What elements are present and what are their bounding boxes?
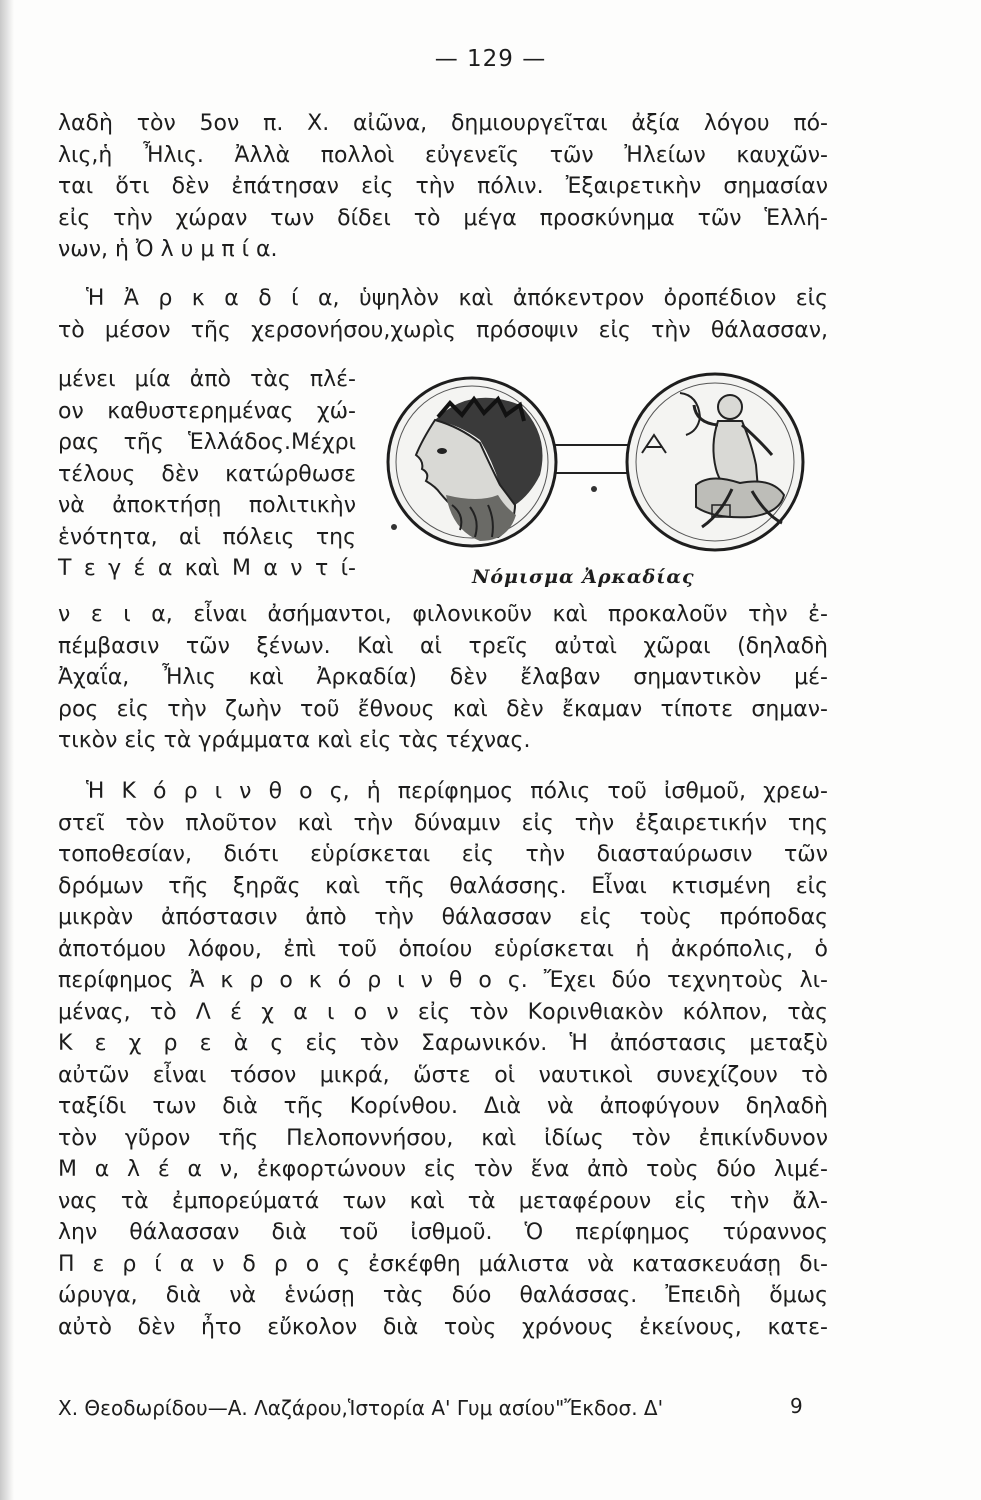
text-line: τοποθεσίαν, διότι εὑρίσκεται εἰς τὴν διασταύρωσιν τῶν — [58, 842, 828, 867]
text-line: νας τὰ ἐμπορεύματά των καὶ τὰ μεταφέρουν εἰς τὴν ἄλ- — [58, 1188, 828, 1214]
text-line: νὰ ἀποκτήσῃ πολιτικὴν — [58, 493, 356, 518]
text-line: ται ὅτι δὲν ἐπάτησαν εἰς τὴν πόλιν. Ἐξαιρετικὴν σημασίαν — [58, 174, 828, 199]
text-line: Ἀχαΐα, Ἦλις καὶ Ἀρκαδία) δὲν ἔλαβαν σημαντικὸν μέ- — [58, 665, 828, 690]
text-line: στεῖ τὸν πλοῦτον καὶ τὴν δύναμιν εἰς τὴν ἐξαιρετικήν της — [58, 810, 828, 836]
text-line: τέλους δὲν κατώρθωσε — [58, 461, 356, 487]
text-line: μένας, τὸ Λ έ χ α ι ο ν εἰς τὸν Κορινθιακὸν κόλπον, τὰς — [58, 999, 828, 1025]
text-line: ταξίδι των διὰ τῆς Κορίνθου. Διὰ νὰ ἀποφύγουν δηλαδὴ — [58, 1094, 828, 1119]
page-edge-shadow — [0, 0, 14, 1500]
text-line: μένει μία ἀπὸ τὰς πλέ- — [58, 367, 356, 392]
text-line: δρόμων τῆς ξηρᾶς καὶ τῆς θαλάσσης. Εἶναι κτισμένη εἰς — [58, 873, 828, 899]
paragraph-arcadia-start — [58, 283, 828, 346]
text-line: Π ε ρ ί α ν δ ρ ο ς ἐσκέφθη μάλιστα νὰ κατασκευάσῃ δι- — [58, 1251, 828, 1277]
text-line: λαδὴ τὸν 5ον π. Χ. αἰῶνα, δημιουργεῖται ἀξία λόγου πό- — [58, 111, 828, 136]
text-line: Ἡ Ἀ ρ κ α δ ί α, ὑψηλὸν καὶ ἀπόκεντρον ὀροπέδιον εἰς — [86, 286, 828, 311]
text-line: τικὸν εἰς τὰ γράμματα καὶ εἰς τὰς τέχνας. — [58, 728, 531, 753]
text-line: τὸν γῦρον τῆς Πελοποννήσου, καὶ ἰδίως τὸν ἐπικίνδυνον — [58, 1125, 828, 1151]
arcadian-coin-illustration — [380, 365, 840, 565]
text-line: περίφημος Ἀ κ ρ ο κ ό ρ ι ν θ ο ς. Ἔχει δύο τεχνητοὺς λι- — [58, 968, 828, 993]
text-line: ἀποτόμου λόφου, ἐπὶ τοῦ ὁποίου εὑρίσκεται ἡ ἀκρόπολις, ὁ — [58, 936, 828, 962]
coin-caption: Νόμισμα Ἀρκαδίας — [472, 566, 695, 588]
page-number: — 129 — — [434, 46, 547, 72]
text-line: αὐτὸ δὲν ἦτο εὔκολον διὰ τοὺς χρόνους ἐκείνους, κατε- — [58, 1314, 828, 1340]
text-line: μικρὰν ἀπόστασιν ἀπὸ τὴν θάλασσαν εἰς τοὺς πρόποδας — [58, 905, 828, 930]
text-line: ώρυγα, διὰ νὰ ἑνώσῃ τὰς δύο θαλάσσας. Ἐπειδὴ ὅμως — [58, 1283, 828, 1308]
text-line: ἑνότητα, αἱ πόλεις της — [58, 524, 356, 550]
text-line: ρος εἰς τὴν ζωὴν τοῦ ἔθνους καὶ δὲν ἔκαμαν τίποτε σημαν- — [58, 696, 828, 722]
text-line: λην θάλασσαν διὰ τοῦ ἰσθμοῦ. Ὁ περίφημος τύραννος — [58, 1220, 828, 1245]
text-line: Ἡ Κ ό ρ ι ν θ ο ς, ἡ περίφημος πόλις τοῦ ἰσθμοῦ, χρεω- — [86, 779, 828, 804]
text-line: Κ ε χ ρ ε ὰ ς εἰς τὸν Σαρωνικόν. Ἡ ἀπόστασις μεταξὺ — [58, 1031, 828, 1056]
text-line: εἰς τὴν χώραν των δίδει τὸ μέγα προσκύνημα τῶν Ἑλλή- — [58, 205, 828, 231]
text-line: ν ε ι α, εἶναι ἀσήμαντοι, φιλονικοῦν καὶ προκαλοῦν τὴν ἐ- — [58, 602, 828, 627]
coin-obverse-zeus-head — [388, 378, 556, 546]
print-footer: Χ. Θεοδωρίδου—Α. Λαζάρου,Ἱστορία Α' Γυμ ασίου"Ἔκδοσ. Δ' — [58, 1396, 664, 1420]
paragraph-corinth — [58, 776, 828, 1343]
signature-number: 9 — [790, 1394, 803, 1418]
paragraph-arcadia-wrap — [58, 364, 356, 585]
text-line: Τ ε γ έ α καὶ Μ α ν τ ί- — [58, 556, 356, 581]
text-line: λις,ἡ Ἦλις. Ἀλλὰ πολλοὶ εὐγενεῖς τῶν Ἠλείων καυχῶν- — [58, 142, 828, 168]
text-line: νων, ἡ Ὀ λ υ μ π ί α. — [58, 237, 278, 262]
text-line: αὐτῶν εἶναι τόσον μικρά, ὥστε οἱ ναυτικοὶ συνεχίζουν τὸ — [58, 1062, 828, 1088]
paragraph-elis-olympia — [58, 108, 828, 266]
text-line: πέμβασιν τῶν ξένων. Καὶ αἱ τρεῖς αὐταὶ χῶραι (δηλαδὴ — [58, 633, 828, 659]
text-line: Μ α λ έ α ν, ἐκφορτώνουν εἰς τὸν ἕνα ἀπὸ τοὺς δύο λιμέ- — [58, 1157, 828, 1182]
coin-reverse-seated-figure — [627, 374, 803, 550]
text-line: τὸ μέσον τῆς χερσονήσου,χωρὶς πρόσοψιν εἰς τὴν θάλασσαν, — [58, 317, 828, 343]
text-line: ον καθυστερημένας χώ- — [58, 398, 356, 424]
text-line: ρας τῆς Ἑλλάδος.Μέχρι — [58, 430, 356, 455]
paragraph-arcadia-end — [58, 599, 828, 757]
